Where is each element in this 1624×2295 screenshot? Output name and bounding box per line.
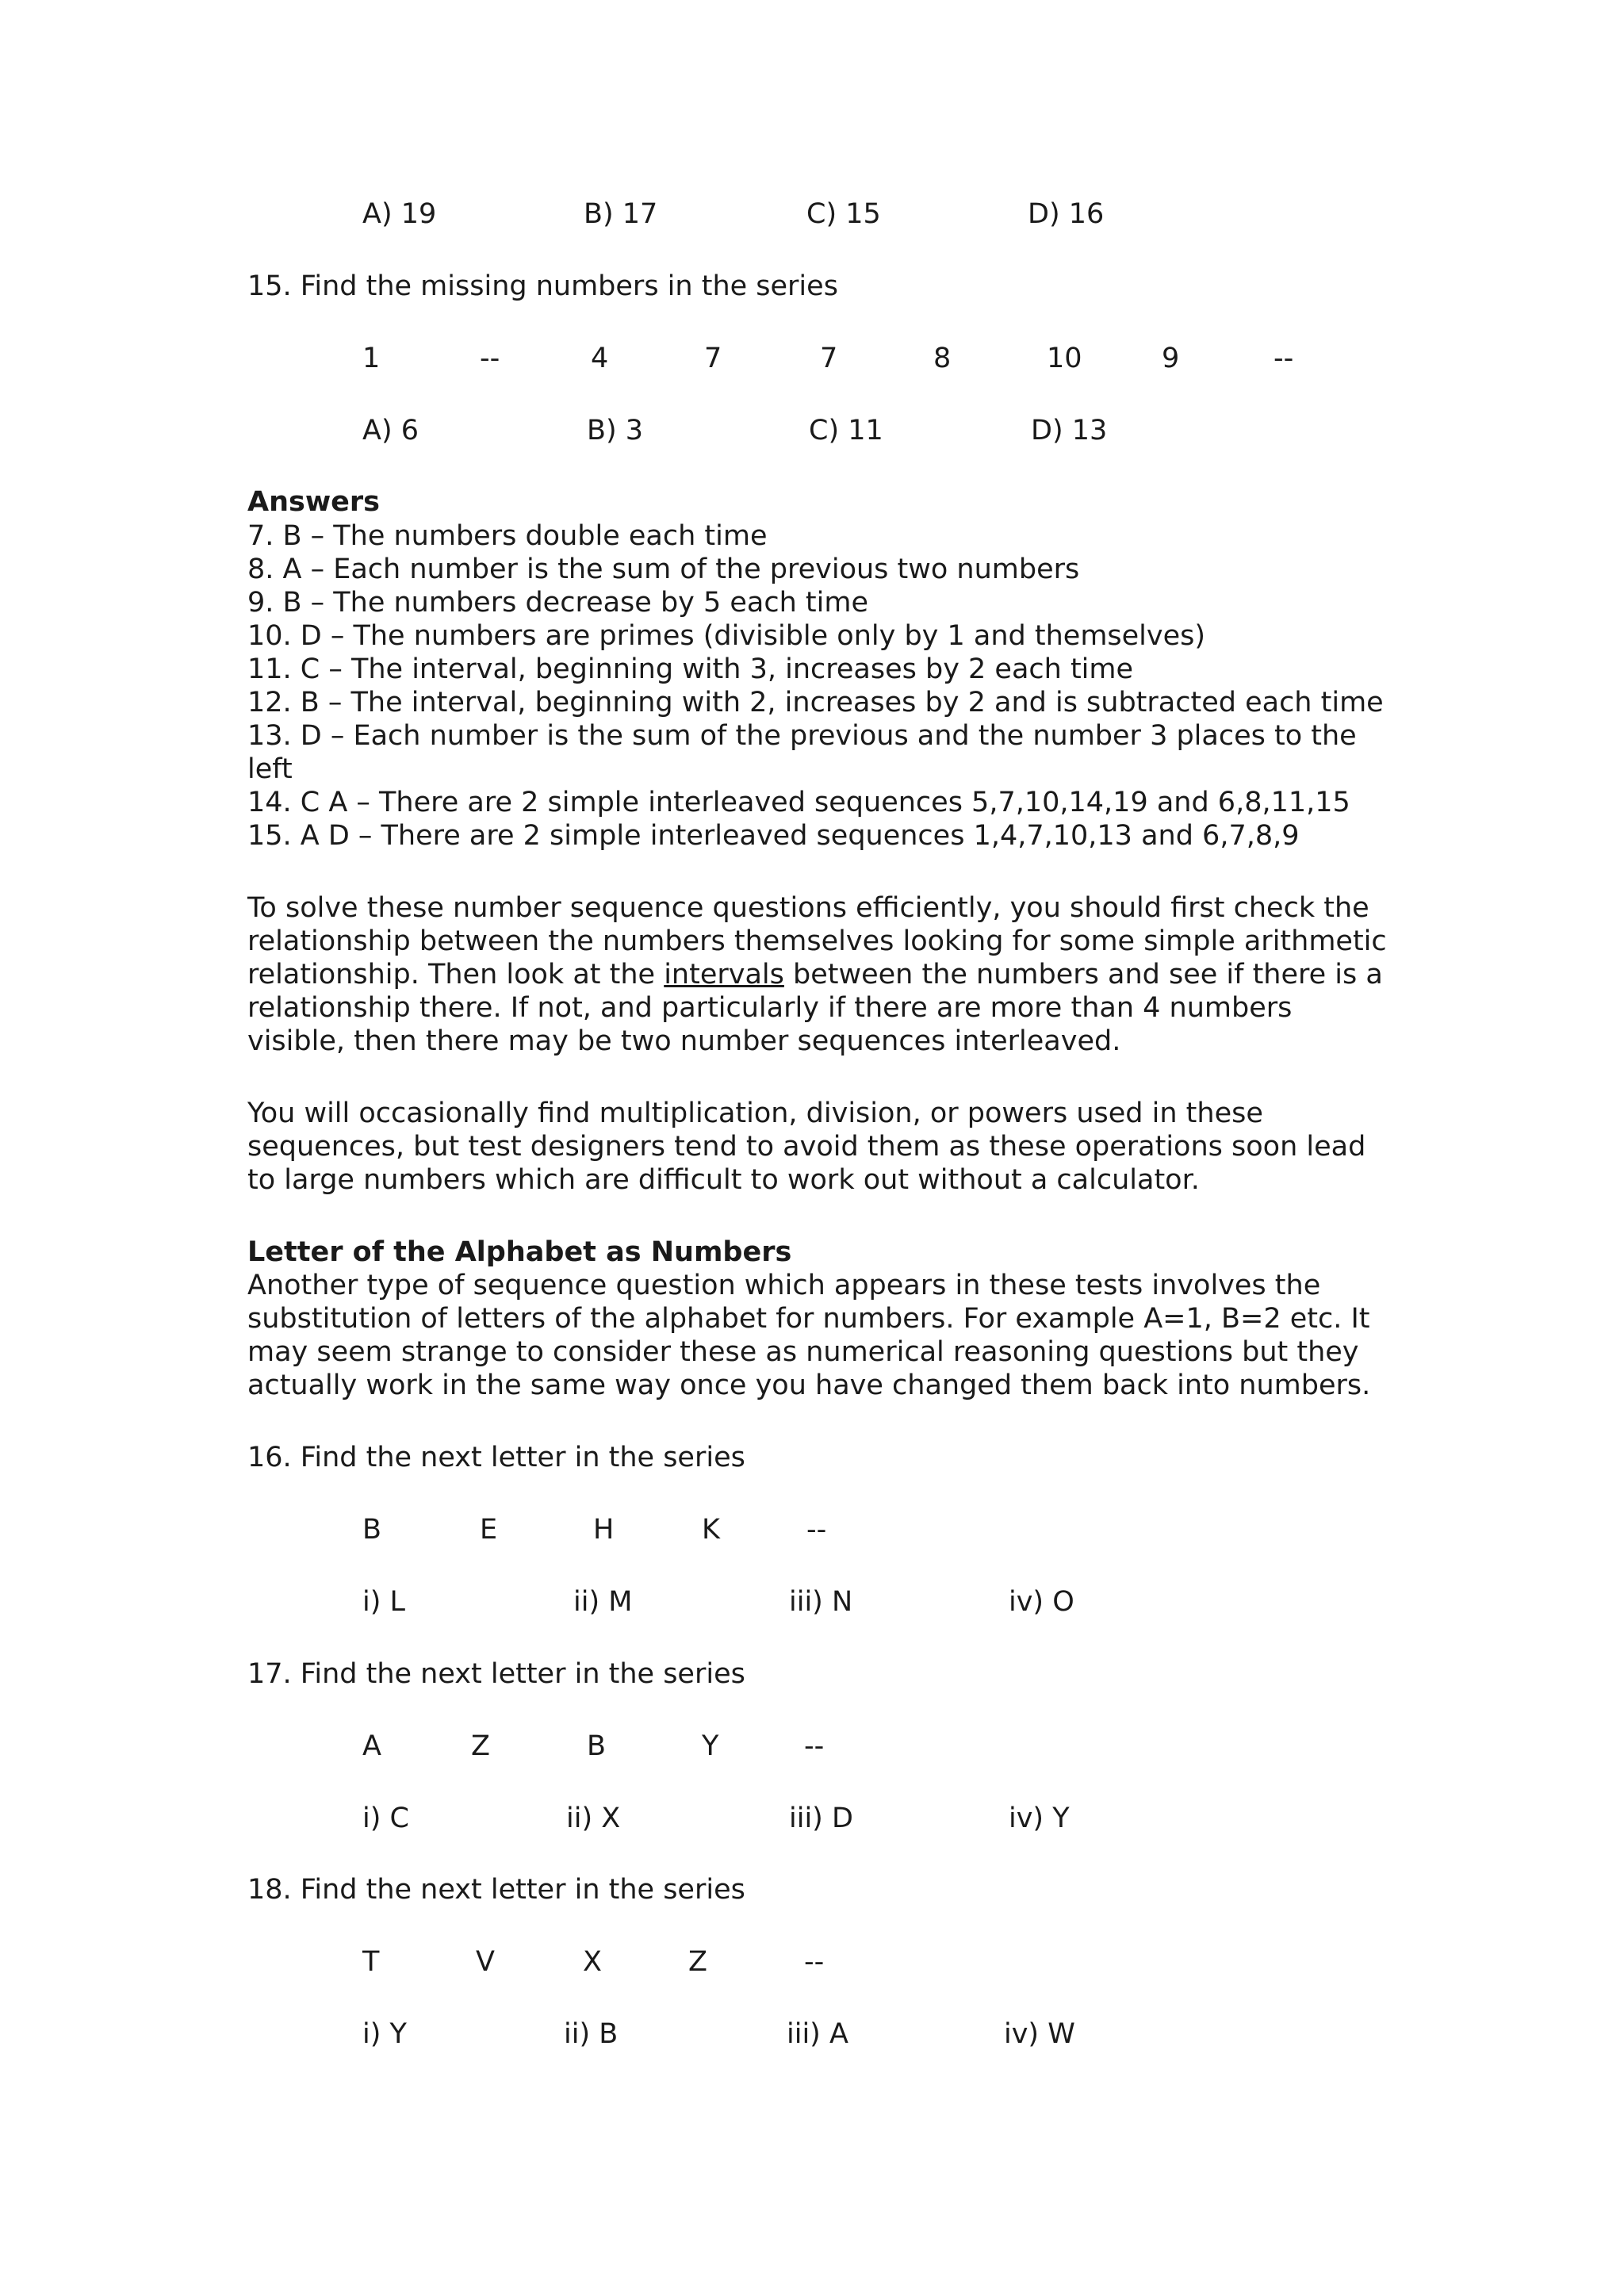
answer-item: 7. B – The numbers double each time (247, 520, 768, 552)
series-item: Y (702, 1730, 719, 1762)
option: ii) X (566, 1803, 621, 1834)
series-item: A (362, 1730, 381, 1762)
series-item: -- (806, 1514, 827, 1546)
paragraph-line: visible, then there may be two number sequences interleaved. (247, 1025, 1121, 1057)
intervals-emphasis: intervals (664, 959, 784, 990)
paragraph-line: may seem strange to consider these as numerical reasoning questions but they (247, 1336, 1359, 1368)
option: A) 6 (362, 415, 419, 446)
paragraph-line: relationship there. If not, and particularly if there are more than 4 numbers (247, 992, 1293, 1024)
paragraph-line: You will occasionally find multiplication, division, or powers used in these (247, 1098, 1263, 1129)
q18-prompt: 18. Find the next letter in the series (247, 1874, 745, 1906)
q18-series (0, 1945, 1624, 1979)
paragraph-line: To solve these number sequence questions efficiently, you should first check the (247, 892, 1369, 924)
option: iv) O (1009, 1586, 1074, 1618)
series-item: -- (804, 1730, 825, 1762)
option: iii) A (787, 2018, 848, 2050)
series-item: 7 (704, 343, 722, 374)
option: ii) M (573, 1586, 633, 1618)
series-item: V (476, 1946, 495, 1978)
option: iii) D (789, 1803, 853, 1834)
answer-item: 14. C A – There are 2 simple interleaved sequences 5,7,10,14,19 and 6,8,11,15 (247, 787, 1350, 818)
paragraph-line: Another type of sequence question which appears in these tests involves the (247, 1270, 1321, 1301)
series-item: 4 (591, 343, 609, 374)
series-item: 7 (820, 343, 838, 374)
q16-series (0, 1513, 1624, 1546)
paragraph-line: sequences, but test designers tend to avoid them as these operations soon lead (247, 1131, 1366, 1163)
paragraph-line (247, 958, 1383, 991)
option: i) C (362, 1803, 409, 1834)
answer-item: 10. D – The numbers are primes (divisible only by 1 and themselves) (247, 620, 1206, 652)
q15-prompt: 15. Find the missing numbers in the series (247, 270, 838, 302)
q16-prompt: 16. Find the next letter in the series (247, 1442, 745, 1473)
answer-item: 15. A D – There are 2 simple interleaved sequences 1,4,7,10,13 and 6,7,8,9 (247, 820, 1300, 852)
option: A) 19 (362, 198, 437, 230)
option: B) 17 (584, 198, 658, 230)
series-item: 1 (362, 343, 381, 374)
option: B) 3 (587, 415, 644, 446)
answer-item: 12. B – The interval, beginning with 2, increases by 2 and is subtracted each time (247, 687, 1384, 718)
answers-heading: Answers (247, 486, 381, 518)
option: iv) W (1004, 2018, 1075, 2050)
series-item: Z (688, 1946, 707, 1978)
answer-item: 13. D – Each number is the sum of the previous and the number 3 places to the (247, 720, 1357, 752)
series-item: -- (1274, 343, 1294, 374)
series-item: Z (471, 1730, 490, 1762)
q15-series (0, 342, 1624, 375)
answer-item: 8. A – Each number is the sum of the previous two numbers (247, 554, 1080, 585)
series-item: T (362, 1946, 380, 1978)
series-item: B (362, 1514, 382, 1546)
option: ii) B (564, 2018, 619, 2050)
answer-item: left (247, 753, 293, 785)
q17-series (0, 1730, 1624, 1763)
q15-options (0, 414, 1624, 447)
option: i) L (362, 1586, 406, 1618)
answer-item: 11. C – The interval, beginning with 3, increases by 2 each time (247, 653, 1134, 685)
option: i) Y (362, 2018, 407, 2050)
paragraph-text: relationship. Then look at the (247, 959, 665, 990)
series-item: 10 (1047, 343, 1082, 374)
paragraph-line: relationship between the numbers themselves looking for some simple arithmetic (247, 925, 1387, 957)
answer-item: 9. B – The numbers decrease by 5 each time (247, 587, 869, 619)
series-item: -- (804, 1946, 825, 1978)
series-item: E (480, 1514, 498, 1546)
series-item: K (702, 1514, 720, 1546)
series-item: -- (480, 343, 500, 374)
paragraph-line: to large numbers which are difficult to work out without a calculator. (247, 1164, 1200, 1196)
q17-prompt: 17. Find the next letter in the series (247, 1658, 745, 1690)
series-item: B (587, 1730, 607, 1762)
option: iv) Y (1009, 1803, 1070, 1834)
paragraph-line: actually work in the same way once you have changed them back into numbers. (247, 1370, 1371, 1401)
option: D) 16 (1028, 198, 1105, 230)
q14-options (0, 197, 1624, 231)
paragraph-line: substitution of letters of the alphabet for numbers. For example A=1, B=2 etc. It (247, 1303, 1370, 1335)
section-heading: Letter of the Alphabet as Numbers (247, 1236, 792, 1268)
series-item: 8 (933, 343, 952, 374)
series-item: H (593, 1514, 615, 1546)
option: C) 15 (806, 198, 881, 230)
series-item: X (583, 1946, 602, 1978)
series-item: 9 (1162, 343, 1180, 374)
paragraph-text: between the numbers and see if there is a (783, 959, 1383, 990)
option: C) 11 (809, 415, 883, 446)
q18-options (0, 2017, 1624, 2051)
option: iii) N (789, 1586, 853, 1618)
q17-options (0, 1802, 1624, 1835)
q16-options (0, 1585, 1624, 1619)
option: D) 13 (1031, 415, 1108, 446)
